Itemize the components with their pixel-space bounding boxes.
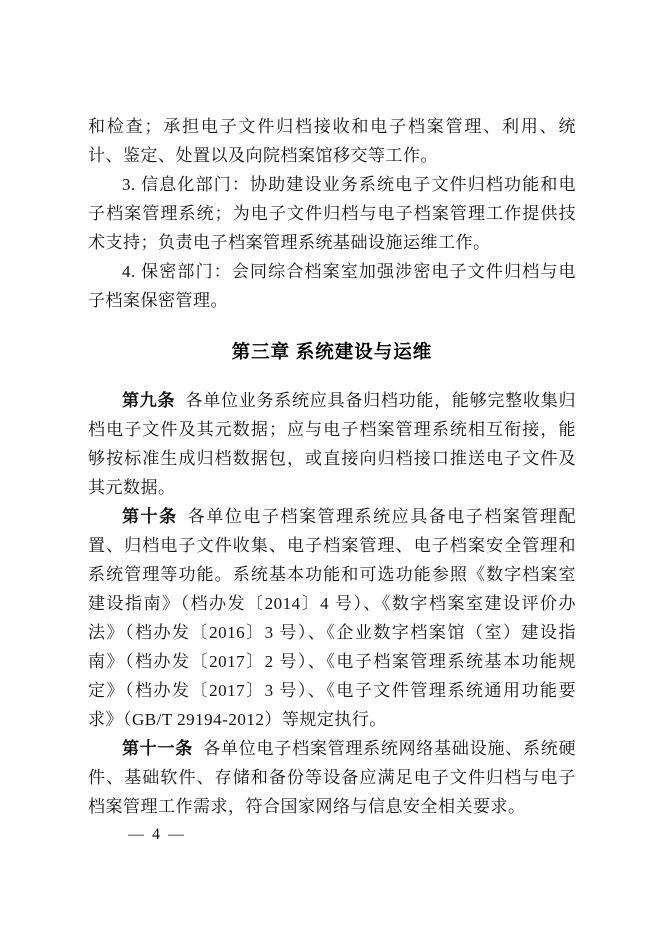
paragraph-item-3: 3. 信息化部门：协助建设业务系统电子文件归档功能和电子档案管理系统；为电子文件归档与电子档案管理工作提供技术支持；负责电子档案管理系统基础设施运维工作。 xyxy=(88,175,576,252)
article-10-body: 各单位电子档案管理系统应具备电子档案管理配置、归档电子文件收集、电子档案管理、电子档案安全管理和系统管理等功能。系统基本功能和可选功能参照《数字档案室建设指南》（档办发〔2014〕4 号）、《数字档案室建设评价办法》（档办发〔2016〕3 号）、《企业数字档案馆（室）建设指南》（档办发〔2017〕2 号）、《电子档案管理系统基本功能规定》（档办发〔2017〕3 号）、《电子文件管理系统通用功能要求》（GB/T 29194-2012）等规定执行。 xyxy=(88,507,577,729)
paragraph-article-11 xyxy=(88,734,576,821)
article-11-body: 各单位电子档案管理系统网络基础设施、系统硬件、基础软件、存储和备份等设备应满足电子文件归档与电子档案管理工作需求，符合国家网络与信息安全相关要求。 xyxy=(88,739,577,816)
article-9-body: 各单位业务系统应具备归档功能，能够完整收集归档电子文件及其元数据；应与电子档案管理系统相互衔接，能够按标准生成归档数据包，或直接向归档接口推送电子文件及其元数据。 xyxy=(88,391,577,497)
chapter-heading: 第三章 系统建设与运维 xyxy=(231,343,433,363)
article-11-number: 第十一条 xyxy=(122,739,194,758)
paragraph-article-10 xyxy=(88,502,576,734)
page-content xyxy=(88,112,576,821)
article-10-number: 第十条 xyxy=(122,507,178,526)
page-number: — 4 — xyxy=(128,826,186,843)
paragraph-continuation: 和检查；承担电子文件归档接收和电子档案管理、利用、统计、鉴定、处置以及向院档案馆移交等工作。 xyxy=(88,117,576,165)
article-9-number: 第九条 xyxy=(122,391,176,410)
paragraph-item-4: 4. 保密部门：会同综合档案室加强涉密电子文件归档与电子档案保密管理。 xyxy=(88,262,576,310)
paragraph-article-9 xyxy=(88,386,576,502)
